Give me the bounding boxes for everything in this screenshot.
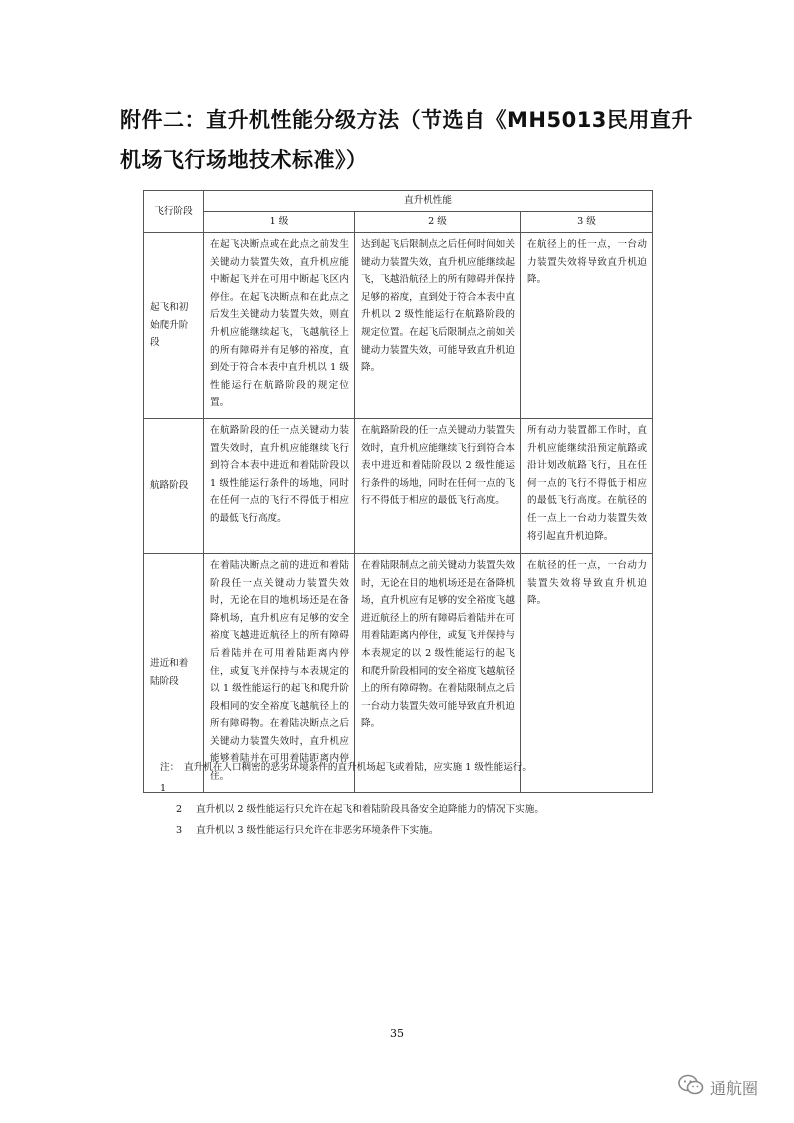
stage-cell: 进近和着陆阶段 [144,553,204,792]
note-item [160,820,680,841]
level-1-cell: 在航路阶段的任一点关键动力装置失效时，直升机应能继续飞行到符合本表中进近和着陆阶段以 1 级性能运行条件的场地，同时在任何一点的飞行不得低于相应的最低飞行高度。 [204,418,355,553]
header-helicopter-performance: 直升机性能 [204,191,653,212]
note-item [160,799,680,820]
level-2-cell: 在着陆限制点之前关键动力装置失效时，无论在目的地机场还是在备降机场，直升机应有足够的安全裕度飞越进近航径上的所有障碍后着陆并在可用着陆距离内停住，或复飞并保持与本表规定的以 2 级性能运行的起飞和爬升阶段相同的安全裕度飞越航径上的所有障碍物。在着陆限制点之后一台动力装置失效可能导致直升机迫降。 [355,553,521,792]
note-text: 直升机在人口稠密的恶劣环境条件的直升机场起飞或着陆，应实施 1 级性能运行。 [184,762,532,773]
level-1-cell: 在着陆决断点之前的进近和着陆阶段任一点关键动力装置失效时，无论在目的地机场还是在备降机场，直升机应有足够的安全裕度飞越进近航径上的所有障碍后着陆并在可用着陆距离内停住，或复飞并保持与本表规定的以 1 级性能运行的起飞和爬升阶段相同的安全裕度飞越航径上的所有障碍物。在着陆决断点之后关键动力装置失效时，直升机应能够着陆并在可用着陆距离内停住。 [204,553,355,792]
table-notes [160,757,680,841]
level-3-cell: 所有动力装置都工作时，直升机应能继续沿预定航路或沿计划改航路飞行，且在任何一点的飞行不得低于相应的最低飞行高度。在航径的任一点上一台动力装置失效将引起直升机迫降。 [521,418,653,553]
table-row [144,418,653,553]
helicopter-performance-table [143,190,653,793]
level-2-cell: 达到起飞后限制点之后任何时间如关键动力装置失效，直升机应能继续起飞，飞越沿航径上的所有障碍并保持足够的裕度，直到处于符合本表中直升机以 2 级性能运行在航路阶段的规定位置。在起飞后限制点之前如关键动力装置失效，可能导致直升机迫降。 [355,233,521,419]
page-number: 35 [390,1027,404,1040]
note-text: 直升机以 2 级性能运行只允许在起飞和着陆阶段具备安全迫降能力的情况下实施。 [196,804,544,815]
header-flight-stage: 飞行阶段 [144,191,204,233]
stage-cell: 起飞和初始爬升阶段 [144,233,204,419]
note-key: 3 [176,825,183,836]
note-item [160,757,680,799]
header-level-2: 2 级 [355,212,521,233]
header-level-3: 3 级 [521,212,653,233]
watermark [678,1074,758,1100]
table-row [144,233,653,419]
level-1-cell: 在起飞决断点或在此点之前发生关键动力装置失效，直升机应能中断起飞并在可用中断起飞区内停住。在起飞决断点和在此点之后发生关键动力装置失效，则直升机应能继续起飞，飞越航径上的所有障碍并有足够的裕度，直到处于符合本表中直升机以 1 级性能运行在航路阶段的规定位置。 [204,233,355,419]
level-3-cell: 在航径的任一点，一台动力装置失效将导致直升机迫降。 [521,553,653,792]
header-level-1: 1 级 [204,212,355,233]
watermark-text: 通航圈 [710,1078,759,1098]
note-key: 注：1 [160,762,180,794]
note-text: 直升机以 3 级性能运行只允许在非恶劣环境条件下实施。 [196,825,439,836]
page-title: 附件二：直升机性能分级方法（节选自《MH5013民用直升机场飞行场地技术标准》） [120,108,693,172]
stage-cell: 航路阶段 [144,418,204,553]
wechat-icon [678,1074,710,1100]
note-key: 2 [176,804,183,815]
level-2-cell: 在航路阶段的任一点关键动力装置失效时，直升机应能继续飞行到符合本表中进近和着陆阶段以 2 级性能运行条件的场地，同时在任何一点的飞行不得低于相应的最低飞行高度。 [355,418,521,553]
level-3-cell: 在航径上的任一点，一台动力装置失效将导致直升机迫降。 [521,233,653,419]
